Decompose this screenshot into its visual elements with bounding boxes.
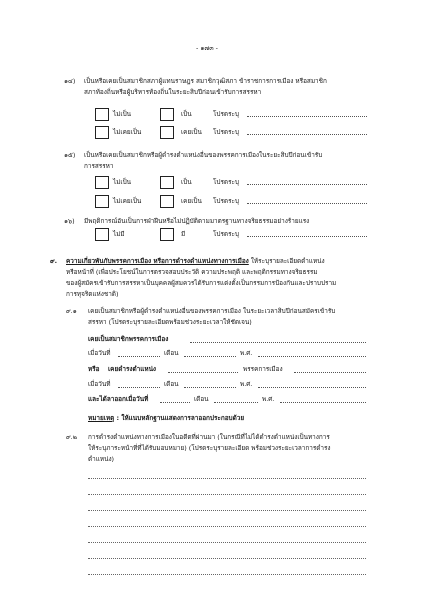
q14-number: ๑๔) bbox=[64, 77, 76, 85]
s92-answer-line-4[interactable] bbox=[88, 526, 366, 527]
q14-was-checkbox[interactable] bbox=[160, 126, 174, 139]
s91-note-label: หมายเหตุ bbox=[88, 414, 115, 422]
q14-specify-label-2: โปรดระบุ bbox=[213, 128, 239, 136]
q16-no-label: ไม่มี bbox=[113, 230, 125, 238]
q15-never-checkbox[interactable] bbox=[95, 195, 109, 208]
s91-text-line1: เคยเป็นสมาชิกหรือผู้ดำรงตำแหน่งอื่นของพรรคการเมือง ในระยะเวลาสิบปีก่อนสมัครเข้ารับ bbox=[88, 307, 336, 315]
q15-specify-field-2[interactable] bbox=[247, 203, 367, 204]
s91-left-label: และได้ลาออกเมื่อวันที่ bbox=[88, 395, 149, 403]
s92-number: ๙.๒ bbox=[66, 433, 77, 441]
s92-text-line1: การดำรงตำแหน่งทางการเมืองในอดีตที่ผ่านมา (ในกรณีที่ไม่ได้ดำรงตำแหน่งเป็นทางการ bbox=[88, 433, 330, 441]
q14-not-label: ไม่เป็น bbox=[113, 110, 132, 118]
q14-specify-field-2[interactable] bbox=[247, 134, 367, 135]
q14-is-checkbox[interactable] bbox=[160, 108, 174, 121]
q15-is-label: เป็น bbox=[181, 178, 192, 186]
q14-specify-label: โปรดระบุ bbox=[213, 110, 239, 118]
q14-not-checkbox[interactable] bbox=[95, 108, 109, 121]
s91-when-label-2: เมื่อวันที่ bbox=[88, 380, 111, 388]
q14-never-label: ไม่เคยเป็น bbox=[113, 128, 142, 136]
q14-was-label: เคยเป็น bbox=[181, 128, 202, 136]
q15-text-line2: การสรรหา bbox=[84, 162, 114, 170]
q16-number: ๑๖) bbox=[64, 217, 75, 225]
s91-month-label-2: เดือน bbox=[164, 380, 179, 388]
q15-not-checkbox[interactable] bbox=[95, 176, 109, 189]
s92-text-line2: ให้ระบุภาระหน้าที่ที่ได้รับมอบหมาย) (โปรดระบุรายละเอียด พร้อมช่วงระยะเวลาการดำรง bbox=[88, 444, 331, 452]
s91-year-label: พ.ศ. bbox=[240, 349, 253, 357]
s91-member-label: เคยเป็นสมาชิกพรรคการเมือง bbox=[88, 335, 169, 343]
q15-was-label: เคยเป็น bbox=[181, 197, 202, 205]
q15-number: ๑๕) bbox=[64, 151, 76, 159]
q15-specify-field[interactable] bbox=[247, 184, 367, 185]
s91-left-day-field[interactable] bbox=[160, 402, 190, 403]
q14-never-checkbox[interactable] bbox=[95, 126, 109, 139]
q15-text-line1: เป็นหรือเคยเป็นสมาชิกหรือผู้ดำรงตำแหน่งอื่นของพรรคการเมืองในระยะสิบปีก่อนเข้ารับ bbox=[84, 151, 323, 159]
s92-answer-line-2[interactable] bbox=[88, 494, 366, 495]
q15-never-label: ไม่เคยเป็น bbox=[113, 197, 142, 205]
section9-text-line3: ของผู้สมัครเข้ารับการสรรหาเป็นบุคคลผู้สมควรได้รับการแต่งตั้งเป็นกรรมการป้องกันและปราบปราม bbox=[66, 279, 337, 287]
s92-answer-line-5[interactable] bbox=[88, 542, 366, 543]
s91-note-text: : ให้แนบหลักฐานแสดงการลาออกประกอบด้วย bbox=[114, 414, 245, 422]
s91-year-label-3: พ.ศ. bbox=[262, 395, 275, 403]
section9-title: ความเกี่ยวพันกับพรรคการเมือง หรือการดำรงตำแหน่งทางการเมือง bbox=[66, 257, 249, 265]
q15-not-label: ไม่เป็น bbox=[113, 178, 132, 186]
q15-specify-label-2: โปรดระบุ bbox=[213, 197, 239, 205]
s91-held-day-field[interactable] bbox=[118, 387, 160, 388]
q14-specify-field[interactable] bbox=[247, 116, 367, 117]
q14-text-line2: สภาท้องถิ่นหรือผู้บริหารท้องถิ่นในระยะสิบปีก่อนเข้ารับการสรรหา bbox=[84, 88, 262, 96]
s91-when-year-field[interactable] bbox=[258, 356, 366, 357]
s91-month-label-3: เดือน bbox=[194, 395, 209, 403]
q15-was-checkbox[interactable] bbox=[160, 195, 174, 208]
section9-title-tail: ให้ระบุรายละเอียดตำแหน่ง bbox=[248, 257, 325, 265]
s92-text-line3: ตำแหน่ง) bbox=[88, 455, 115, 463]
s91-month-label: เดือน bbox=[164, 349, 179, 357]
s91-left-year-field[interactable] bbox=[280, 402, 366, 403]
s91-held-position-field[interactable] bbox=[168, 372, 238, 373]
s91-note bbox=[88, 414, 244, 422]
s92-answer-line-3[interactable] bbox=[88, 510, 366, 511]
q15-is-checkbox[interactable] bbox=[160, 176, 174, 189]
s91-held-month-field[interactable] bbox=[184, 387, 236, 388]
s92-answer-line-6[interactable] bbox=[88, 558, 366, 559]
s91-number: ๙.๑ bbox=[66, 307, 77, 315]
s91-left-month-field[interactable] bbox=[214, 402, 258, 403]
q16-no-checkbox[interactable] bbox=[95, 228, 109, 241]
section9-number: ๙. bbox=[50, 257, 58, 265]
s91-when-day-field[interactable] bbox=[118, 356, 160, 357]
q14-text-line1: เป็นหรือเคยเป็นสมาชิกสภาผู้แทนราษฎร สมาชิกวุฒิสภา ข้าราชการการเมือง หรือสมาชิก bbox=[84, 77, 327, 85]
section9-heading-line1 bbox=[66, 257, 325, 265]
s91-party-label: พรรคการเมือง bbox=[243, 365, 283, 373]
s92-answer-line-7[interactable] bbox=[88, 574, 366, 575]
q16-text: มีพฤติการณ์อันเป็นการฝ่าฝืนหรือไม่ปฏิบัติตามมาตรฐานทางจริยธรรมอย่างร้ายแรง bbox=[84, 217, 310, 225]
s91-held-label: เคยดำรงตำแหน่ง bbox=[108, 365, 157, 373]
s91-when-label: เมื่อวันที่ bbox=[88, 349, 111, 357]
s91-held-year-field[interactable] bbox=[258, 387, 366, 388]
q16-specify-label: โปรดระบุ bbox=[213, 230, 239, 238]
q16-yes-label: มี bbox=[181, 230, 186, 238]
page-number: - ๑๗๓ - bbox=[196, 44, 218, 52]
s91-or-label: หรือ bbox=[88, 365, 100, 373]
s91-year-label-2: พ.ศ. bbox=[240, 380, 253, 388]
q14-is-label: เป็น bbox=[181, 110, 192, 118]
q16-specify-field[interactable] bbox=[247, 236, 367, 237]
s91-member-party-field[interactable] bbox=[190, 342, 366, 343]
s92-answer-line-1[interactable] bbox=[88, 478, 366, 479]
s91-text-line2: สรรหา (โปรดระบุรายละเอียดพร้อมช่วงระยะเวลาให้ชัดเจน) bbox=[88, 318, 252, 326]
q15-specify-label: โปรดระบุ bbox=[213, 178, 239, 186]
q16-yes-checkbox[interactable] bbox=[160, 228, 174, 241]
s91-held-party-field[interactable] bbox=[294, 372, 366, 373]
section9-text-line4: การทุจริตแห่งชาติ) bbox=[66, 290, 119, 298]
section9-text-line2: หรือหน้าที่ (เพื่อประโยชน์ในการตรวจสอบประวัติ ความประพฤติ และพฤติกรรมทางจริยธรรม bbox=[66, 268, 318, 276]
s91-when-month-field[interactable] bbox=[184, 356, 236, 357]
